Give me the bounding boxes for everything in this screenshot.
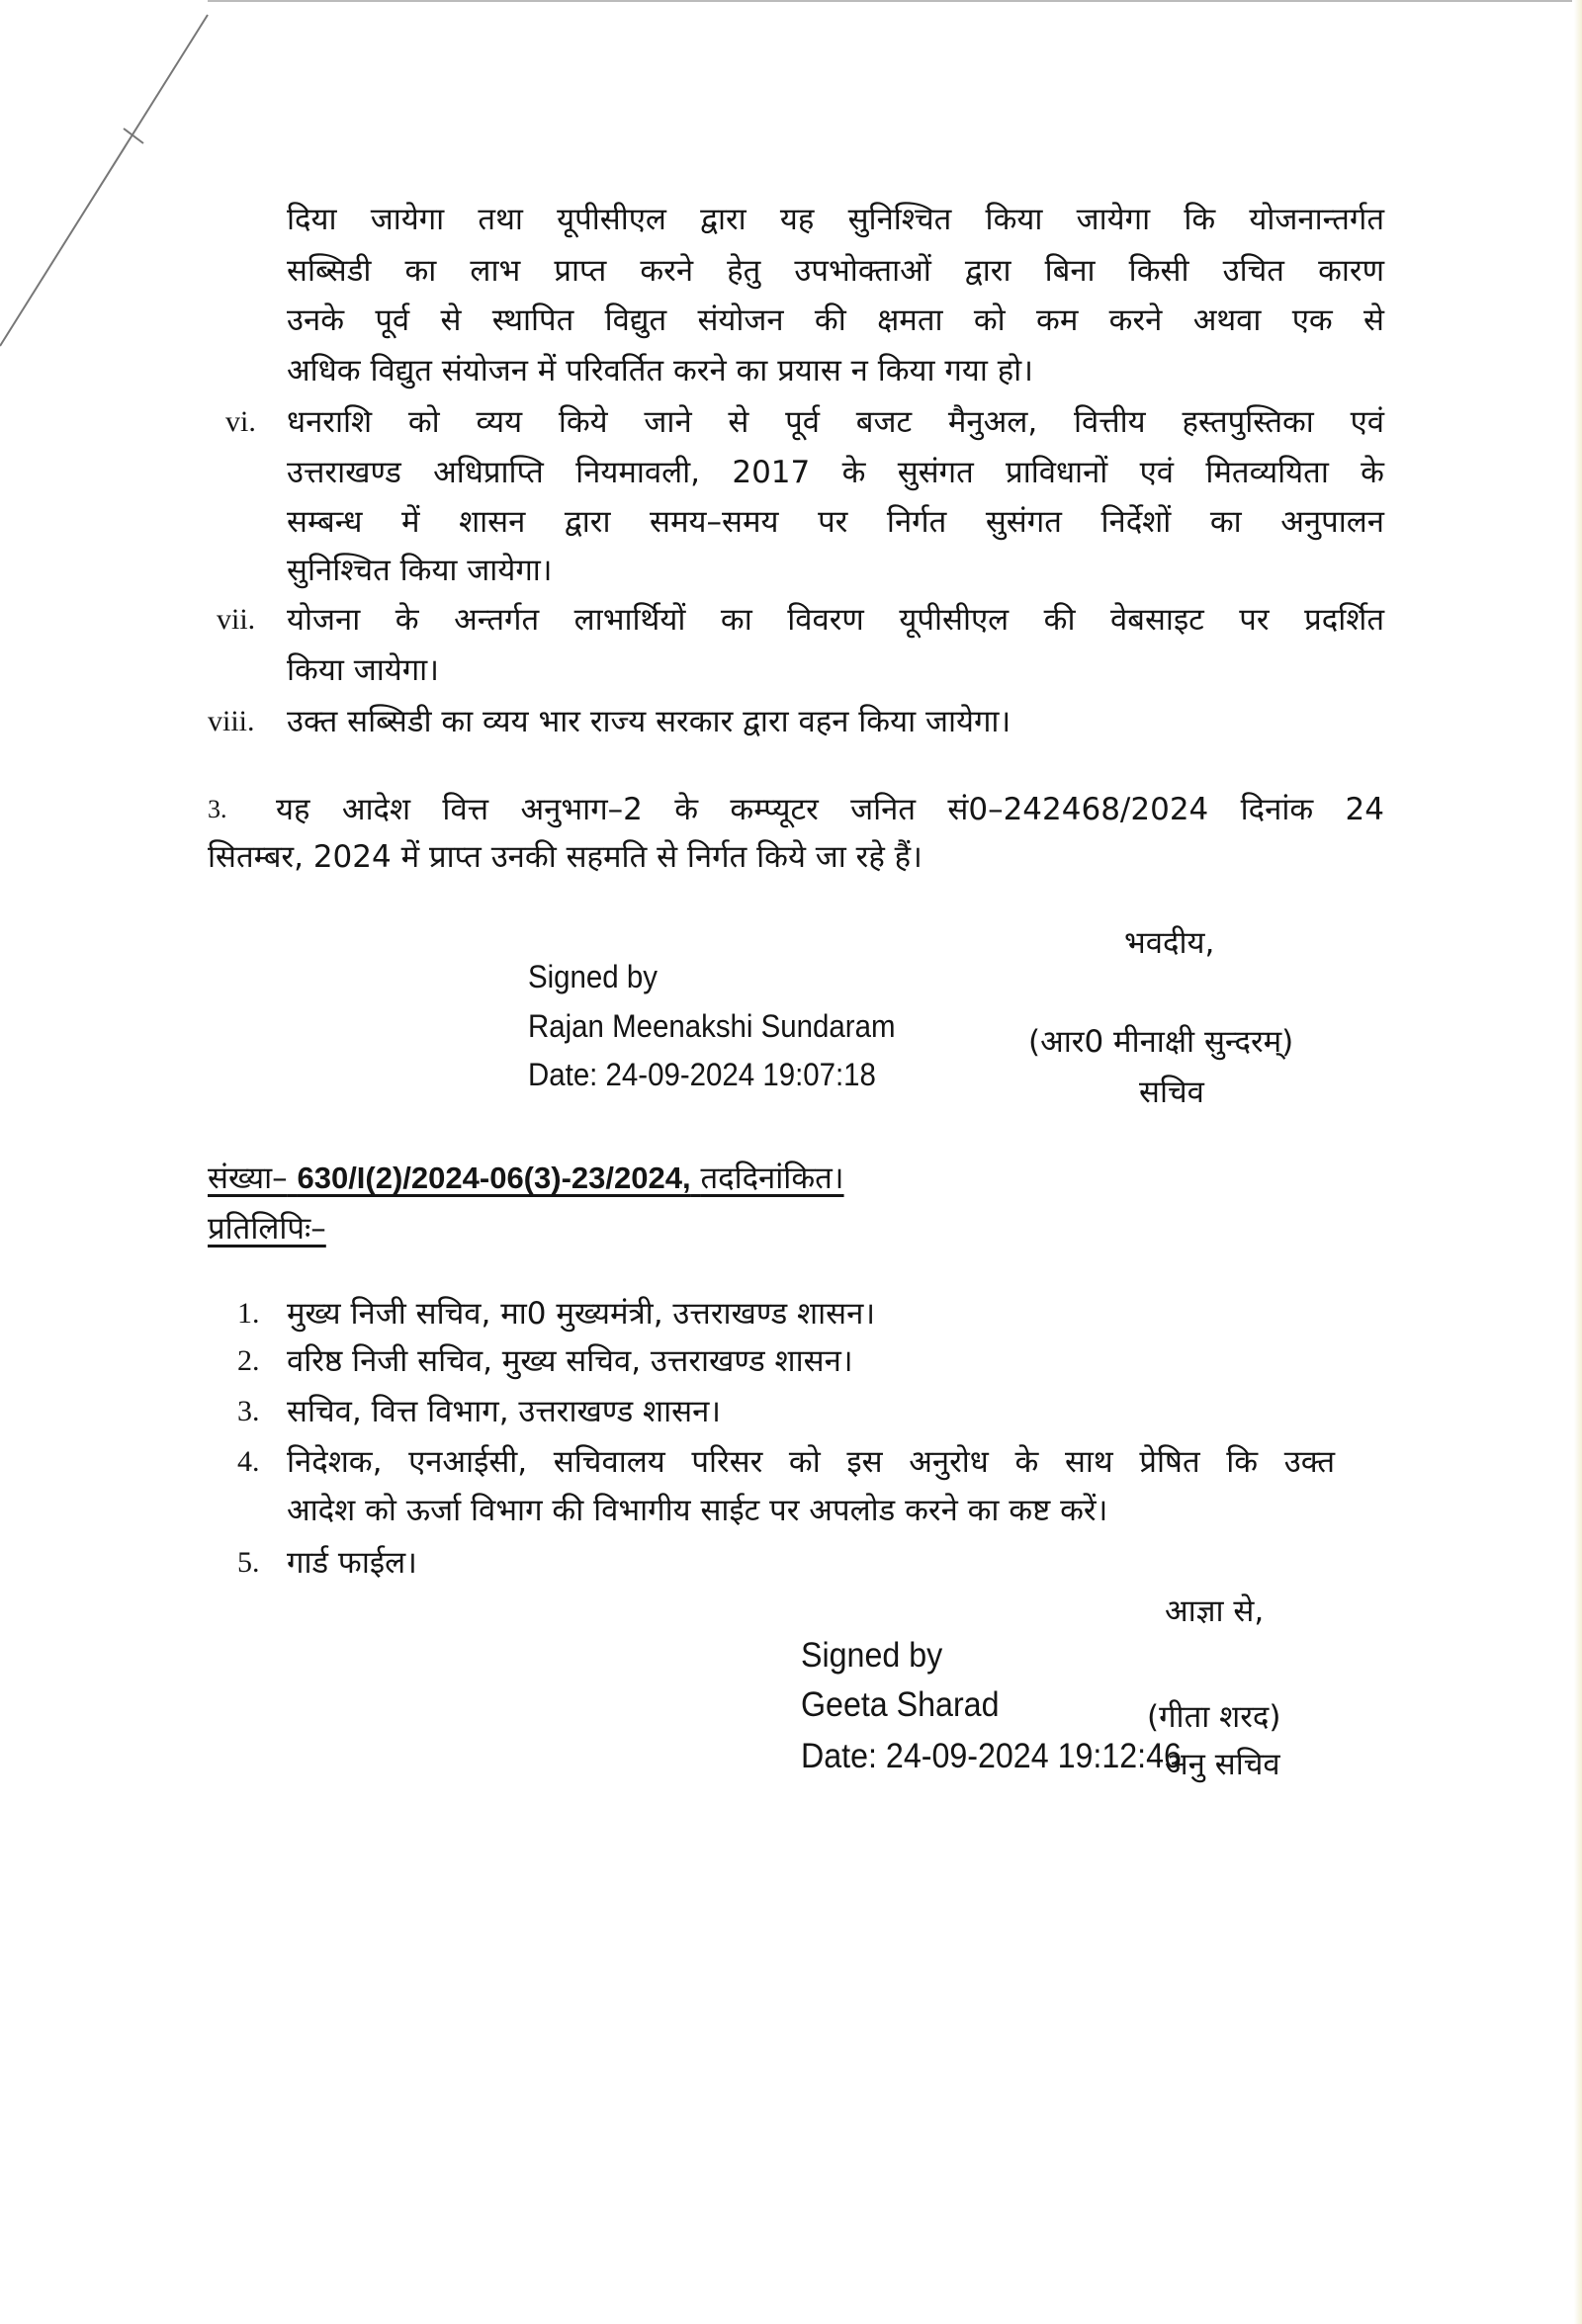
- signature-date: Date: 24-09-2024 19:07:18: [528, 1057, 876, 1092]
- copy-number: 1.: [237, 1297, 260, 1330]
- signature-date: Date: 24-09-2024 19:12:46: [801, 1737, 1182, 1775]
- signer-hindi-name: (आर0 मीनाक्षी सुन्दरम्): [1028, 1024, 1294, 1060]
- body-line: धनराशि को व्यय किये जाने से पूर्व बजट मैनुअल, वित्तीय हस्तपुस्तिका एवं: [287, 404, 1384, 440]
- body-line: योजना के अन्तर्गत लाभार्थियों का विवरण यूपीसीएल की वेबसाइट पर प्रदर्शित: [287, 602, 1384, 638]
- body-line: उत्तराखण्ड अधिप्राप्ति नियमावली, 2017 के सुसंगत प्राविधानों एवं मितव्ययिता के: [287, 455, 1384, 490]
- copy-number: 5.: [237, 1546, 260, 1579]
- signer-designation: सचिव: [1139, 1075, 1204, 1110]
- signed-by-label: Signed by: [801, 1636, 943, 1675]
- signer-name: Geeta Sharad: [801, 1685, 1000, 1724]
- item-number: vi.: [225, 405, 256, 438]
- body-line: सुनिश्चित किया जायेगा।: [287, 553, 553, 588]
- reference-prefix: संख्या–: [208, 1161, 288, 1196]
- item-number: vii.: [217, 603, 256, 636]
- closing-text: भवदीय,: [1124, 925, 1215, 961]
- signer-hindi-name: (गीता शरद): [1147, 1699, 1281, 1735]
- top-border: [208, 0, 1572, 2]
- signer-designation: अनु सचिव: [1165, 1747, 1280, 1782]
- copy-item: वरिष्ठ निजी सचिव, मुख्य सचिव, उत्तराखण्ड शासन।: [287, 1343, 853, 1379]
- body-line: यह आदेश वित्त अनुभाग–2 के कम्प्यूटर जनित सं0–242468/2024 दिनांक 24: [276, 792, 1384, 827]
- copy-heading: प्रतिलिपिः–: [208, 1211, 326, 1247]
- copy-number: 2.: [237, 1344, 260, 1377]
- para-number: 3.: [208, 795, 227, 823]
- body-line: उनके पूर्व से स्थापित विद्युत संयोजन की क्षमता को कम करने अथवा एक से: [287, 302, 1384, 338]
- reference-suffix: तददिनांकित।: [700, 1161, 844, 1196]
- body-line: सब्सिडी का लाभ प्राप्त करने हेतु उपभोक्ताओं द्वारा बिना किसी उचित कारण: [287, 253, 1384, 289]
- body-line: किया जायेगा।: [287, 652, 439, 688]
- reference-code: 630/I(2)/2024-06(3)-23/2024,: [297, 1161, 691, 1195]
- signed-by-label: Signed by: [528, 959, 658, 994]
- copy-item: सचिव, वित्त विभाग, उत्तराखण्ड शासन।: [287, 1394, 722, 1429]
- reference-number: [208, 1157, 844, 1200]
- body-line: सम्बन्ध में शासन द्वारा समय–समय पर निर्गत सुसंगत निर्देशों का अनुपालन: [287, 504, 1384, 540]
- signer-name: Rajan Meenakshi Sundaram: [528, 1008, 896, 1044]
- copy-item: आदेश को ऊर्जा विभाग की विभागीय साईट पर अपलोड करने का कष्ट करें।: [287, 1493, 1108, 1528]
- paper-edge: [1574, 0, 1582, 2324]
- copy-item: मुख्य निजी सचिव, मा0 मुख्यमंत्री, उत्तराखण्ड शासन।: [287, 1296, 876, 1332]
- closing-text: आज्ञा से,: [1165, 1593, 1265, 1629]
- copy-item: निदेशक, एनआईसी, सचिवालय परिसर को इस अनुरोध के साथ प्रेषित कि उक्त: [287, 1444, 1335, 1480]
- copy-item: गार्ड फाईल।: [287, 1545, 417, 1581]
- body-line: उक्त सब्सिडी का व्यय भार राज्य सरकार द्वारा वहन किया जायेगा।: [287, 704, 1011, 739]
- body-line: सितम्बर, 2024 में प्राप्त उनकी सहमति से निर्गत किये जा रहे हैं।: [208, 839, 923, 875]
- item-number: viii.: [208, 705, 255, 737]
- pencil-mark: [0, 0, 237, 376]
- body-line: अधिक विद्युत संयोजन में परिवर्तित करने का प्रयास न किया गया हो।: [287, 353, 1033, 388]
- copy-number: 3.: [237, 1395, 260, 1427]
- body-line: दिया जायेगा तथा यूपीसीएल द्वारा यह सुनिश्चित किया जायेगा कि योजनान्तर्गत: [287, 202, 1384, 237]
- copy-number: 4.: [237, 1445, 260, 1478]
